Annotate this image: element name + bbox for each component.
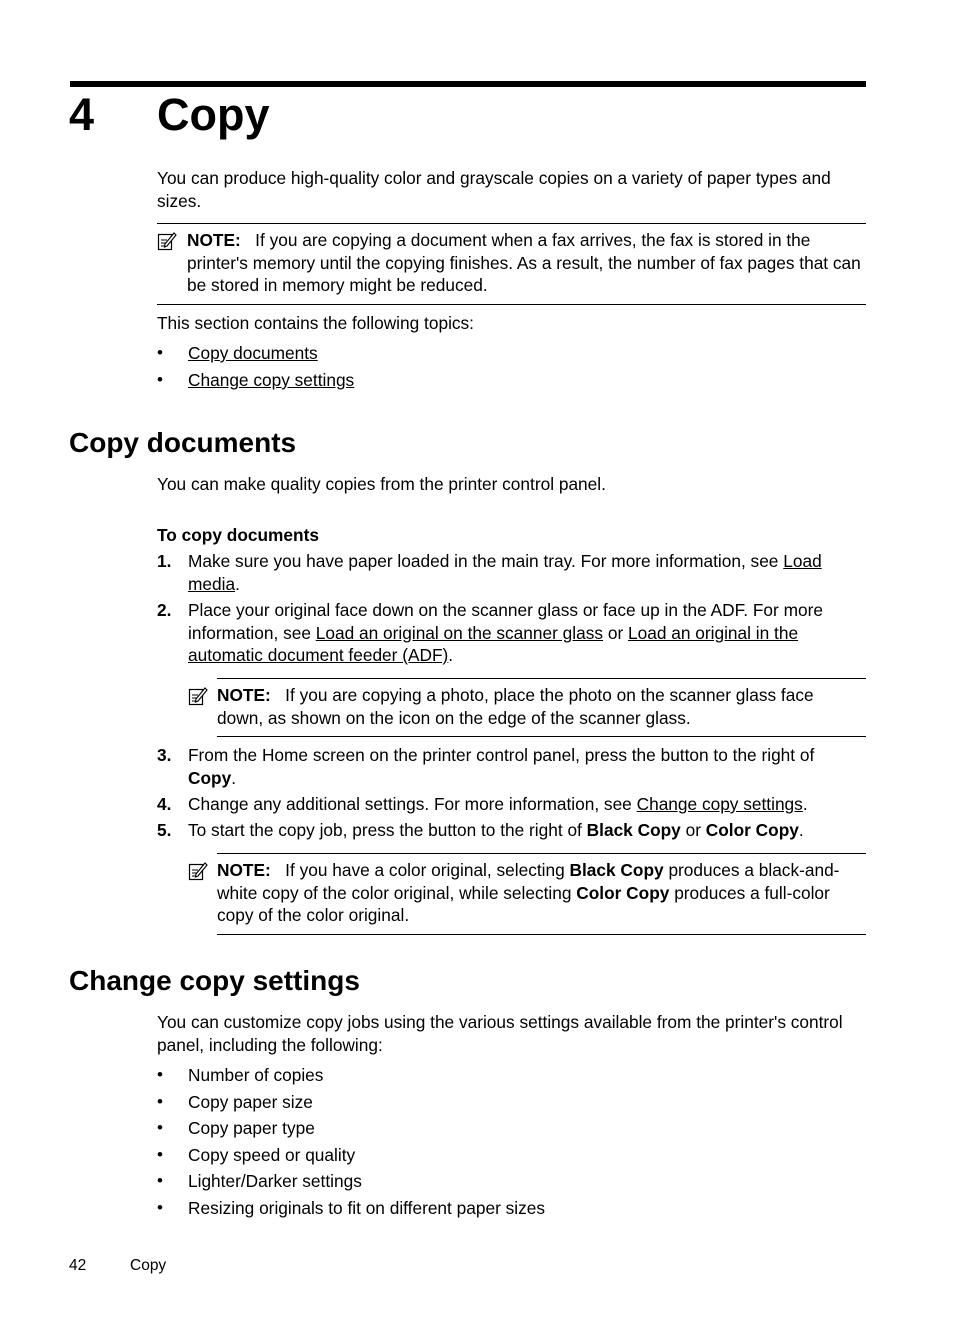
footer-title: Copy xyxy=(130,1257,167,1274)
bullet: • xyxy=(157,1092,163,1111)
note-icon xyxy=(188,861,208,881)
note-2-text xyxy=(217,684,862,729)
bold-term: Copy xyxy=(188,767,232,788)
note-rule-bottom xyxy=(157,304,866,305)
list-item: Resizing originals to fit on different paper sizes xyxy=(188,1198,546,1218)
note-body: produces a full-color copy of the color original. xyxy=(217,882,830,925)
link-load-original-scanner-glass[interactable]: Load an original on the scanner glass xyxy=(315,622,604,643)
chapter-title: Copy xyxy=(157,89,270,140)
punct: . xyxy=(448,645,454,665)
page-number: 42 xyxy=(69,1257,87,1274)
topic-link-copy-documents[interactable]: Copy documents xyxy=(188,343,318,363)
chapter-number: 4 xyxy=(69,89,95,140)
note-body: If you have a color original, selecting xyxy=(285,860,570,880)
note-rule-top xyxy=(157,223,866,224)
step-number: 4. xyxy=(157,794,172,814)
bullet: • xyxy=(157,1171,163,1190)
note-3-text xyxy=(217,859,867,927)
bullet: • xyxy=(157,370,163,389)
step-1-text xyxy=(188,550,866,595)
note-label: NOTE: xyxy=(217,860,271,880)
note-body: If you are copying a photo, place the photo on the scanner glass face down, as shown on the icon on the edge of the scanner glass. xyxy=(217,685,814,728)
topics-intro: This section contains the following topics: xyxy=(157,313,474,333)
step-text: Make sure you have paper loaded in the main tray. For more information, see xyxy=(188,551,784,571)
note-icon xyxy=(157,231,177,251)
note-1-text xyxy=(187,229,862,297)
bullet: • xyxy=(157,1118,163,1137)
list-item: Copy paper type xyxy=(188,1118,315,1138)
step-5-text xyxy=(188,819,866,842)
note-rule-bottom xyxy=(217,934,866,935)
link-load-media[interactable]: Load media xyxy=(188,551,822,594)
step-text: or xyxy=(603,622,628,643)
bullet: • xyxy=(157,1145,163,1164)
note-body: produces a black-and-white copy of the color original, while selecting xyxy=(217,860,840,903)
step-text: To start the copy job, press the button to the right of xyxy=(188,820,587,840)
bold-term: Color Copy xyxy=(576,882,670,903)
note-label: NOTE: xyxy=(217,685,271,705)
section-2-intro: You can customize copy jobs using the various settings available from the printer's control panel, including the following: xyxy=(157,1012,843,1055)
step-number: 5. xyxy=(157,820,172,840)
bold-term: Color Copy xyxy=(705,820,799,840)
step-3-text xyxy=(188,744,866,789)
list-item: Copy paper size xyxy=(188,1092,313,1112)
punct: . xyxy=(802,794,808,814)
bold-term: Black Copy xyxy=(586,820,681,840)
procedure-title: To copy documents xyxy=(157,525,319,545)
note-rule-top xyxy=(217,853,866,854)
list-item: Number of copies xyxy=(188,1065,324,1085)
step-2-text xyxy=(188,599,868,667)
punct: . xyxy=(798,820,804,840)
link-change-copy-settings[interactable]: Change copy settings xyxy=(636,794,803,814)
step-text: From the Home screen on the printer control panel, press the button to the right of xyxy=(188,745,815,765)
chapter-rule xyxy=(70,81,866,87)
step-number: 3. xyxy=(157,745,172,765)
bullet: • xyxy=(157,1198,163,1217)
step-text: Change any additional settings. For more information, see xyxy=(188,794,637,814)
list-item: Lighter/Darker settings xyxy=(188,1171,362,1191)
note-icon xyxy=(188,686,208,706)
section-1-intro: You can make quality copies from the printer control panel. xyxy=(157,474,606,494)
section-heading-change-copy-settings: Change copy settings xyxy=(69,965,360,996)
step-text: Place your original face down on the scanner glass or face up in the ADF. For more information, see xyxy=(188,600,823,643)
intro-paragraph: You can produce high-quality color and grayscale copies on a variety of paper types and sizes. xyxy=(157,168,831,211)
step-number: 2. xyxy=(157,600,172,620)
list-item: Copy speed or quality xyxy=(188,1145,356,1165)
step-text: or xyxy=(680,820,706,840)
note-rule-top xyxy=(217,678,866,679)
bullet: • xyxy=(157,343,163,362)
punct: . xyxy=(235,573,240,594)
section-heading-copy-documents: Copy documents xyxy=(69,427,297,458)
note-rule-bottom xyxy=(217,736,866,737)
bullet: • xyxy=(157,1065,163,1084)
note-label: NOTE: xyxy=(187,230,241,250)
punct: . xyxy=(231,767,237,788)
bold-term: Black Copy xyxy=(569,860,664,880)
link-load-original-adf[interactable]: Load an original in the automatic document feeder (ADF) xyxy=(188,622,799,665)
step-number: 1. xyxy=(157,551,172,571)
step-4-text xyxy=(188,793,866,816)
note-body: If you are copying a document when a fax arrives, the fax is stored in the printer's memory until the copying finishes. As a result, the number of fax pages that can be stored in memory might be reduced. xyxy=(187,230,861,295)
topic-link-change-copy-settings[interactable]: Change copy settings xyxy=(188,370,355,390)
